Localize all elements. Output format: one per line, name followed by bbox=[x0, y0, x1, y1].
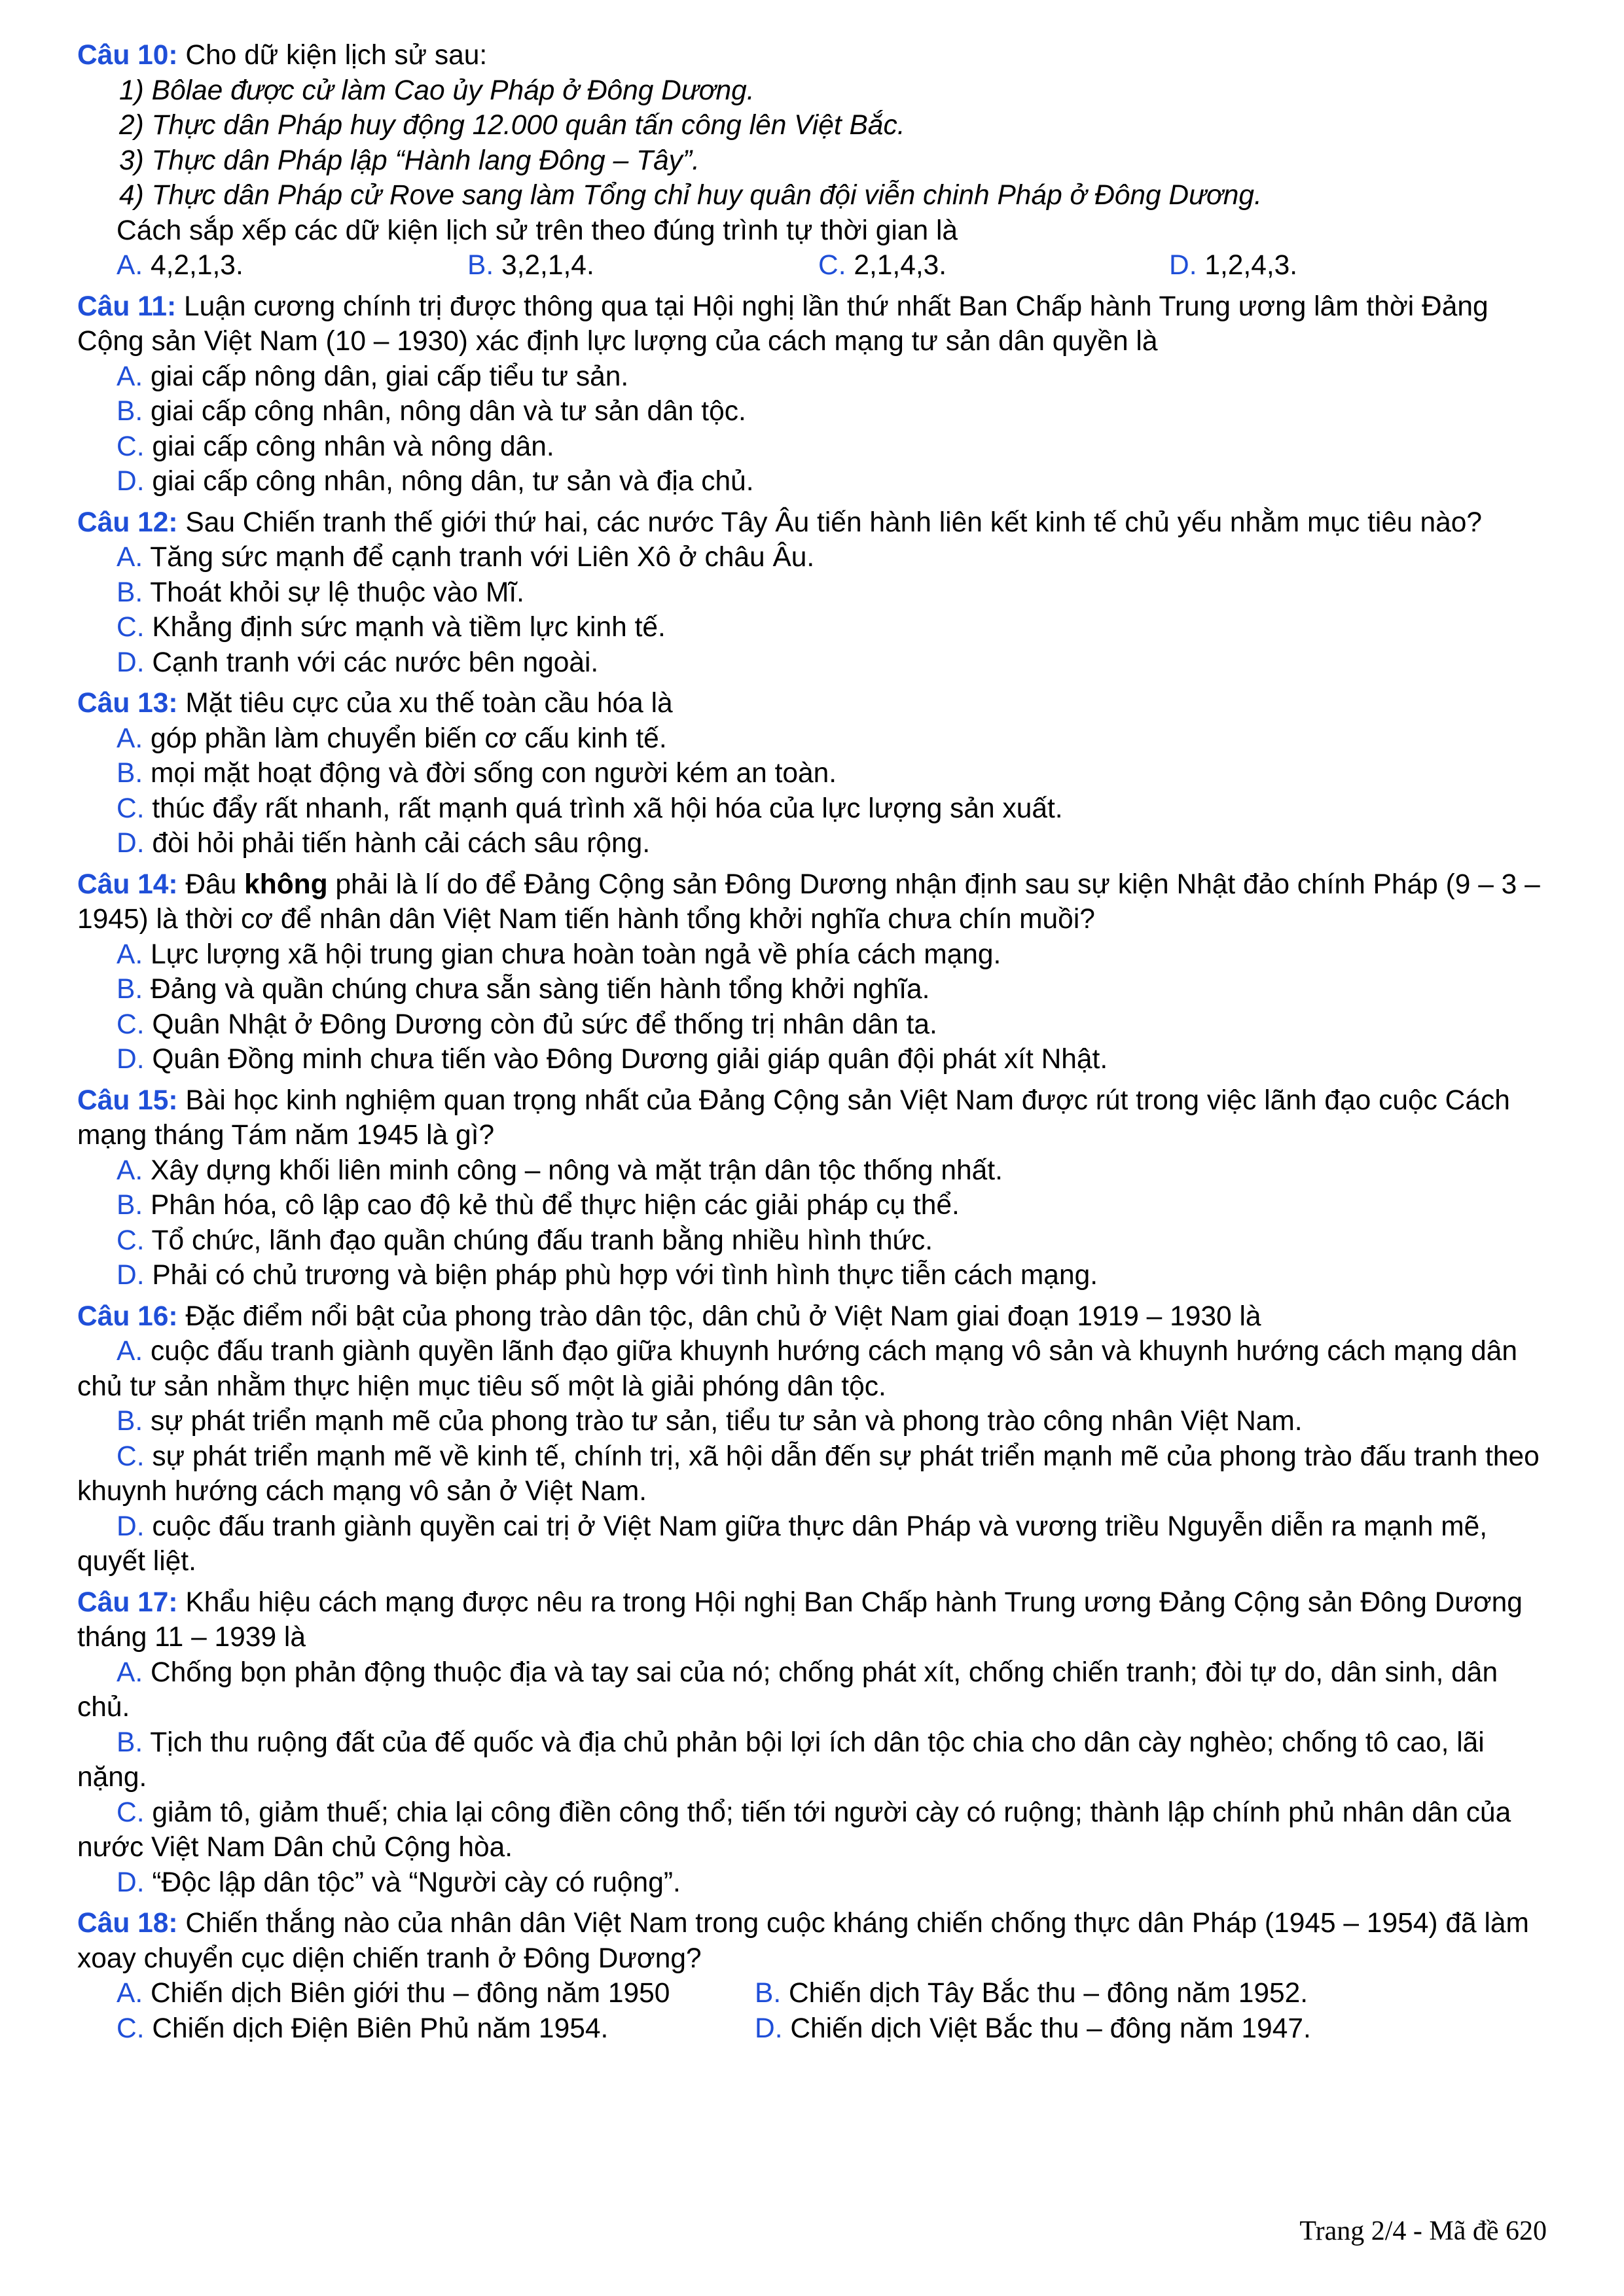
option-b bbox=[77, 972, 1557, 1007]
option-text: Phải có chủ trương và biện pháp phù hợp với tình hình thực tiễn cách mạng. bbox=[152, 1260, 1098, 1291]
option-label: D. bbox=[117, 466, 145, 497]
option-d bbox=[77, 645, 1557, 681]
question-text: Chiến thắng nào của nhân dân Việt Nam trong cuộc kháng chiến chống thực dân Pháp (1945 – 1954) đã làm xoay chuyển cục diện chiến tranh ở Đông Dương? bbox=[77, 1908, 1529, 1974]
option-text: 1,2,4,3. bbox=[1204, 250, 1298, 281]
option-label: A. bbox=[117, 542, 143, 573]
option-label: D. bbox=[117, 1044, 145, 1075]
question-13 bbox=[77, 686, 1557, 861]
option-text: giảm tô, giảm thuế; chia lại công điền công thổ; tiến tới người cày có ruộng; thành lập chính phủ nhân dân của nước Việt Nam Dân chủ Cộng hòa. bbox=[77, 1797, 1511, 1863]
question-stem bbox=[77, 867, 1557, 937]
option-text: thúc đẩy rất nhanh, rất mạnh quá trình xã hội hóa của lực lượng sản xuất. bbox=[152, 793, 1063, 824]
option-text: Quân Nhật ở Đông Dương còn đủ sức để thống trị nhân dân ta. bbox=[152, 1009, 937, 1040]
question-text: Mặt tiêu cực của xu thế toàn cầu hóa là bbox=[185, 688, 673, 719]
option-label: B. bbox=[117, 1727, 143, 1758]
question-label: Câu 10: bbox=[77, 40, 178, 71]
options-row bbox=[77, 1976, 1557, 2011]
option-label: C. bbox=[117, 1441, 145, 1472]
option-a bbox=[77, 540, 1557, 575]
question-17 bbox=[77, 1585, 1557, 1901]
question-stem bbox=[77, 686, 1557, 721]
option-text: Tổ chức, lãnh đạo quần chúng đấu tranh bằng nhiều hình thức. bbox=[151, 1225, 933, 1256]
question-text: Đặc điểm nổi bật của phong trào dân tộc, dân chủ ở Việt Nam giai đoạn 1919 – 1930 là bbox=[185, 1300, 1261, 1332]
option-a bbox=[77, 359, 1557, 395]
option-b bbox=[77, 575, 1557, 611]
option-text: sự phát triển mạnh mẽ về kinh tế, chính trị, xã hội dẫn đến sự phát triển mạnh mẽ của phong trào đấu tranh theo khuynh hướng cách mạng vô sản ở Việt Nam. bbox=[77, 1441, 1540, 1507]
question-prompt: Cách sắp xếp các dữ kiện lịch sử trên theo đúng trình tự thời gian là bbox=[117, 215, 958, 246]
option-c bbox=[77, 1007, 1557, 1043]
question-label: Câu 18: bbox=[77, 1908, 178, 1939]
option-label: D. bbox=[117, 1511, 145, 1542]
option-a bbox=[77, 1334, 1557, 1404]
option-text: Tịch thu ruộng đất của đế quốc và địa chủ phản bội lợi ích dân tộc chia cho dân cày nghèo; chống tô cao, lãi nặng. bbox=[77, 1727, 1485, 1793]
option-text: giai cấp công nhân, nông dân và tư sản dân tộc. bbox=[150, 396, 746, 427]
option-text: đòi hỏi phải tiến hành cải cách sâu rộng. bbox=[152, 828, 651, 859]
option-text: Phân hóa, cô lập cao độ kẻ thù để thực hiện các giải pháp cụ thể. bbox=[150, 1190, 960, 1221]
question-stem bbox=[77, 1299, 1557, 1335]
option-label: B. bbox=[117, 396, 143, 427]
question-text: Sau Chiến tranh thế giới thứ hai, các nước Tây Âu tiến hành liên kết kinh tế chủ yếu nhằm mục tiêu nào? bbox=[185, 507, 1482, 538]
option-label: B. bbox=[117, 1190, 143, 1221]
options-row bbox=[77, 248, 1557, 283]
question-label: Câu 15: bbox=[77, 1085, 178, 1116]
option-c bbox=[818, 248, 1169, 283]
option-c bbox=[77, 610, 1557, 645]
option-c bbox=[77, 1439, 1557, 1509]
question-stem bbox=[77, 505, 1557, 541]
question-stem bbox=[77, 1083, 1557, 1153]
option-label: B. bbox=[117, 577, 143, 608]
option-text: Chiến dịch Biên giới thu – đông năm 1950 bbox=[150, 1978, 670, 2009]
option-text: Đảng và quần chúng chưa sẵn sàng tiến hành tổng khởi nghĩa. bbox=[150, 974, 930, 1005]
option-label: B. bbox=[467, 250, 494, 281]
option-text: Lực lượng xã hội trung gian chưa hoàn toàn ngả về phía cách mạng. bbox=[150, 939, 1001, 970]
option-label: D. bbox=[117, 1260, 145, 1291]
question-text: Cho dữ kiện lịch sử sau: bbox=[185, 40, 488, 71]
option-text: Chiến dịch Tây Bắc thu – đông năm 1952. bbox=[788, 1978, 1308, 2009]
option-b bbox=[77, 394, 1557, 429]
option-text: sự phát triển mạnh mẽ của phong trào tư sản, tiểu tư sản và phong trào công nhân Việt Nam. bbox=[150, 1406, 1303, 1437]
option-text: Chống bọn phản động thuộc địa và tay sai của nó; chống phát xít, chống chiến tranh; đòi tự do, dân sinh, dân chủ. bbox=[77, 1657, 1498, 1723]
option-label: D. bbox=[1169, 250, 1197, 281]
question-label: Câu 16: bbox=[77, 1300, 178, 1332]
question-text-emphasis: không bbox=[244, 869, 328, 900]
option-label: B. bbox=[755, 1978, 782, 2009]
question-text: Luận cương chính trị được thông qua tại Hội nghị lần thứ nhất Ban Chấp hành Trung ương lâm thời Đảng Cộng sản Việt Nam (10 – 1930) xác định lực lượng của cách mạng tư sản dân quyền là bbox=[77, 291, 1489, 357]
statement-1: 1) Bôlae được cử làm Cao ủy Pháp ở Đông Dương. bbox=[119, 75, 755, 106]
option-label: D. bbox=[117, 828, 145, 859]
question-list bbox=[77, 38, 1557, 2052]
option-a bbox=[77, 721, 1557, 757]
option-d bbox=[755, 2011, 1311, 2047]
option-text: Quân Đồng minh chưa tiến vào Đông Dương giải giáp quân đội phát xít Nhật. bbox=[152, 1044, 1108, 1075]
option-a bbox=[117, 248, 467, 283]
option-label: C. bbox=[117, 1797, 145, 1828]
option-label: B. bbox=[117, 974, 143, 1005]
option-label: C. bbox=[117, 2013, 145, 2044]
option-b bbox=[755, 1976, 1308, 2011]
option-d bbox=[77, 1509, 1557, 1579]
option-text: 3,2,1,4. bbox=[501, 250, 594, 281]
question-15 bbox=[77, 1083, 1557, 1293]
option-text: cuộc đấu tranh giành quyền lãnh đạo giữa khuynh hướng cách mạng vô sản và khuynh hướng cách mạng dân chủ tư sản nhằm thực hiện mục tiêu số một là giải phóng dân tộc. bbox=[77, 1336, 1518, 1402]
option-text: giai cấp công nhân, nông dân, tư sản và địa chủ. bbox=[152, 466, 754, 497]
question-label: Câu 13: bbox=[77, 688, 178, 719]
statement-3: 3) Thực dân Pháp lập “Hành lang Đông – Tây”. bbox=[119, 145, 700, 176]
question-label: Câu 11: bbox=[77, 291, 177, 322]
option-c bbox=[77, 1795, 1557, 1865]
question-18 bbox=[77, 1906, 1557, 2046]
option-c bbox=[77, 1223, 1557, 1259]
option-a bbox=[117, 1976, 755, 2011]
option-label: A. bbox=[117, 1336, 143, 1367]
option-label: C. bbox=[117, 431, 145, 462]
question-text: Khẩu hiệu cách mạng được nêu ra trong Hội nghị Ban Chấp hành Trung ương Đảng Cộng sản Đông Dương tháng 11 – 1939 là bbox=[77, 1587, 1523, 1653]
option-b bbox=[77, 756, 1557, 791]
option-text: giai cấp công nhân và nông dân. bbox=[152, 431, 554, 462]
option-d bbox=[77, 826, 1557, 861]
question-14 bbox=[77, 867, 1557, 1077]
option-text: 2,1,4,3. bbox=[854, 250, 947, 281]
option-text: Chiến dịch Việt Bắc thu – đông năm 1947. bbox=[790, 2013, 1311, 2044]
option-d bbox=[77, 1042, 1557, 1077]
options-row bbox=[77, 2011, 1557, 2047]
option-label: A. bbox=[117, 1657, 143, 1688]
question-12 bbox=[77, 505, 1557, 681]
option-label: A. bbox=[117, 250, 143, 281]
option-text: “Độc lập dân tộc” và “Người cày có ruộng”. bbox=[152, 1867, 681, 1898]
option-label: C. bbox=[117, 1225, 145, 1256]
option-label: C. bbox=[117, 1009, 145, 1040]
option-c bbox=[117, 2011, 755, 2047]
option-label: D. bbox=[755, 2013, 783, 2044]
question-text-after: phải là lí do để Đảng Cộng sản Đông Dương nhận định sau sự kiện Nhật đảo chính Pháp (9 – 3 – 1945) là thời cơ để nhân dân Việt Nam tiến hành tổng khởi nghĩa chưa chín muồi? bbox=[77, 869, 1540, 935]
option-text: Thoát khỏi sự lệ thuộc vào Mĩ. bbox=[150, 577, 524, 608]
option-label: C. bbox=[117, 612, 145, 643]
page-footer: Trang 2/4 - Mã đề 620 bbox=[1299, 2216, 1547, 2246]
option-text: Chiến dịch Điện Biên Phủ năm 1954. bbox=[152, 2013, 609, 2044]
statement-4: 4) Thực dân Pháp cử Rove sang làm Tổng chỉ huy quân đội viễn chinh Pháp ở Đông Dương. bbox=[119, 180, 1262, 211]
option-b bbox=[77, 1725, 1557, 1795]
option-label: D. bbox=[117, 647, 145, 678]
option-b bbox=[77, 1404, 1557, 1439]
option-label: C. bbox=[818, 250, 846, 281]
option-c bbox=[77, 791, 1557, 827]
option-label: B. bbox=[117, 758, 143, 789]
option-text: Cạnh tranh với các nước bên ngoài. bbox=[152, 647, 599, 678]
question-stem bbox=[77, 1906, 1557, 1976]
option-label: A. bbox=[117, 361, 143, 392]
option-d bbox=[1169, 248, 1520, 283]
option-d bbox=[77, 1258, 1557, 1293]
option-a bbox=[77, 937, 1557, 973]
option-d bbox=[77, 464, 1557, 499]
question-label: Câu 17: bbox=[77, 1587, 178, 1618]
question-label: Câu 12: bbox=[77, 507, 178, 538]
option-b bbox=[77, 1188, 1557, 1223]
option-text: mọi mặt hoạt động và đời sống con người kém an toàn. bbox=[150, 758, 837, 789]
option-label: C. bbox=[117, 793, 145, 824]
option-text: giai cấp nông dân, giai cấp tiểu tư sản. bbox=[150, 361, 629, 392]
question-stem bbox=[77, 38, 1557, 73]
option-b bbox=[467, 248, 818, 283]
option-text: Khẳng định sức mạnh và tiềm lực kinh tế. bbox=[152, 612, 666, 643]
question-text: Bài học kinh nghiệm quan trọng nhất của Đảng Cộng sản Việt Nam được rút trong việc lãnh đạo cuộc Cách mạng tháng Tám năm 1945 là gì? bbox=[77, 1085, 1510, 1151]
option-text: 4,2,1,3. bbox=[150, 250, 244, 281]
statement-2: 2) Thực dân Pháp huy động 12.000 quân tấn công lên Việt Bắc. bbox=[119, 110, 905, 141]
option-d bbox=[77, 1865, 1557, 1901]
option-c bbox=[77, 429, 1557, 465]
option-a bbox=[77, 1655, 1557, 1725]
option-label: A. bbox=[117, 939, 143, 970]
question-label: Câu 14: bbox=[77, 869, 178, 900]
question-11 bbox=[77, 289, 1557, 499]
question-text-before: Đâu bbox=[185, 869, 237, 900]
question-16 bbox=[77, 1299, 1557, 1579]
question-10 bbox=[77, 38, 1557, 283]
option-text: Tăng sức mạnh để cạnh tranh với Liên Xô ở châu Âu. bbox=[150, 542, 815, 573]
option-text: góp phần làm chuyển biến cơ cấu kinh tế. bbox=[150, 723, 667, 754]
option-label: D. bbox=[117, 1867, 145, 1898]
question-stem bbox=[77, 1585, 1557, 1655]
option-label: A. bbox=[117, 1978, 143, 2009]
option-text: Xây dựng khối liên minh công – nông và mặt trận dân tộc thống nhất. bbox=[150, 1155, 1003, 1186]
option-label: A. bbox=[117, 1155, 143, 1186]
option-label: A. bbox=[117, 723, 143, 754]
option-a bbox=[77, 1153, 1557, 1189]
option-label: B. bbox=[117, 1406, 143, 1437]
question-stem bbox=[77, 289, 1557, 359]
option-text: cuộc đấu tranh giành quyền cai trị ở Việt Nam giữa thực dân Pháp và vương triều Nguyễn diễn ra mạnh mẽ, quyết liệt. bbox=[77, 1511, 1488, 1577]
